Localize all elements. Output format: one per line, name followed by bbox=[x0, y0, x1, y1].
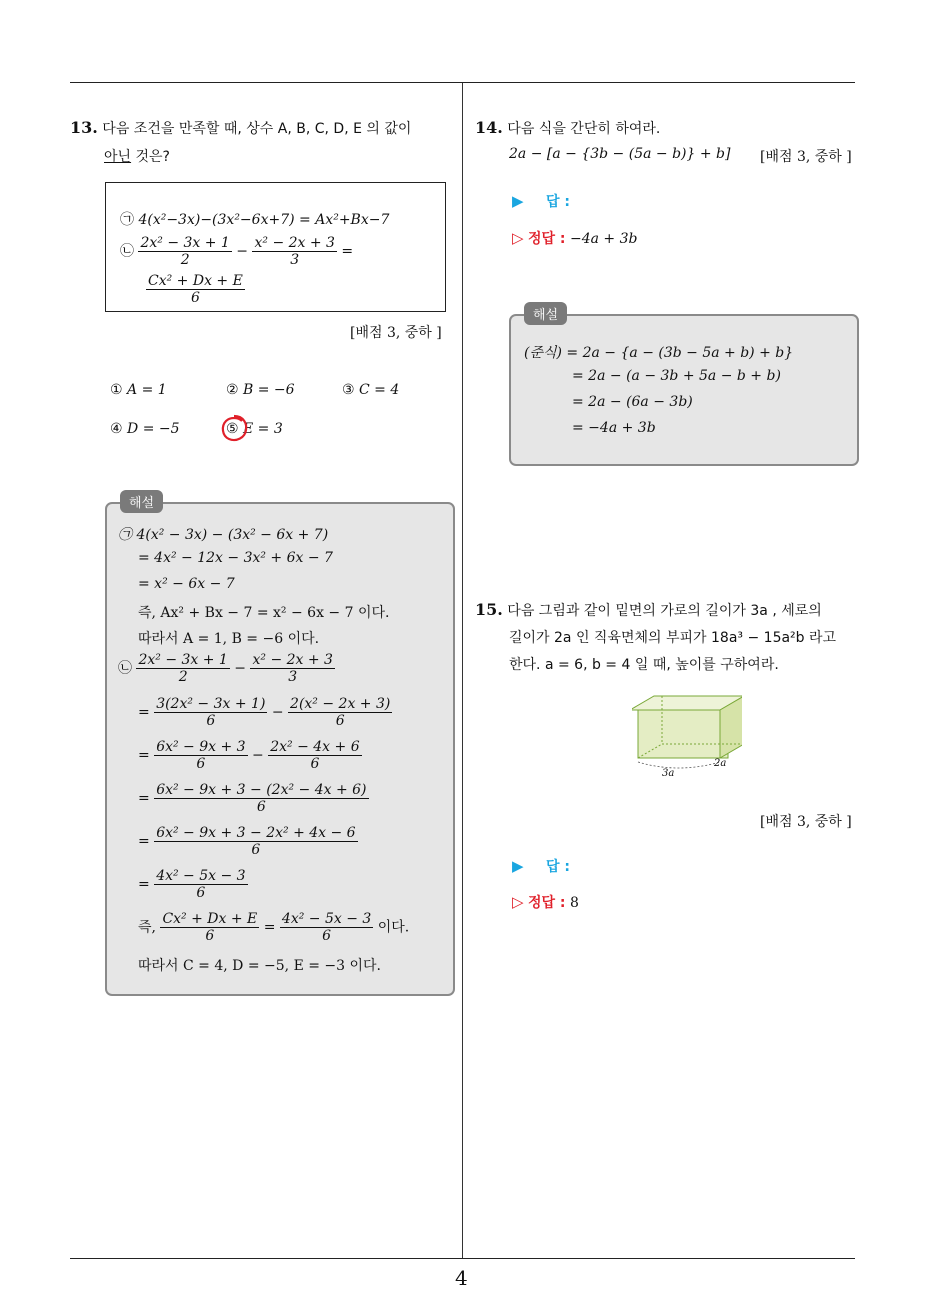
frac-numerator: Cx² + Dx + E bbox=[162, 911, 258, 927]
frac-denominator: 6 bbox=[190, 290, 200, 306]
bottom-rule bbox=[70, 1258, 855, 1259]
frac-numerator: Cx² + Dx + E bbox=[148, 273, 243, 289]
solution-tag: 해설 bbox=[120, 490, 163, 513]
q15-answer-row bbox=[512, 856, 570, 876]
frac-denominator: 6 bbox=[322, 928, 332, 944]
sol2-row-6: = $\frac{\text{4x² − 5x − 3}}{6}$ bbox=[138, 868, 246, 901]
correct-answer: −4a + 3b bbox=[569, 231, 638, 247]
question-number: 13. bbox=[70, 118, 98, 137]
sol2-row-5: = $\frac{\text{6x² − 9x + 3 − 2x² + 4x − 6}}{6}$ bbox=[138, 825, 356, 858]
q14-solution-box bbox=[509, 314, 859, 466]
frac-denominator: 6 bbox=[206, 713, 216, 729]
frac-denominator: 6 bbox=[310, 756, 320, 772]
sol-line: = 4x² − 12x − 3x² + 6x − 7 bbox=[138, 550, 333, 566]
frac-denominator: 6 bbox=[256, 799, 266, 815]
answer-circle-icon bbox=[218, 412, 250, 444]
sol2-row-7: 즉, $\frac{\text{Cx² + Dx + E}}{6}$ = $\frac{\text{4x² − 5x − 3}}{6}$ 이다. bbox=[138, 911, 410, 944]
answer-label: 답 : bbox=[546, 859, 570, 875]
sol-line: 즉, Ax² + Bx − 7 = x² − 6x − 7 이다. bbox=[138, 605, 390, 621]
question-text: 다음 조건을 만족할 때, 상수 A, B, C, D, E 의 값이 bbox=[102, 121, 412, 137]
q13-score: [배점 3, 중하 ] bbox=[350, 325, 442, 341]
frac-numerator: 6x² − 9x + 3 bbox=[156, 739, 246, 755]
frac-numerator: x² − 2x + 3 bbox=[254, 235, 335, 251]
frac-denominator: 6 bbox=[196, 756, 206, 772]
mark-nieun: ㉡ bbox=[120, 243, 134, 260]
sol-line: = x² − 6x − 7 bbox=[138, 576, 235, 592]
q14-score: [배점 3, 중하 ] bbox=[760, 149, 852, 165]
choice-text: A = 1 bbox=[127, 382, 167, 398]
sol-line: = 2a − (6a − 3b) bbox=[572, 394, 693, 410]
outline-triangle-icon: ▷ bbox=[512, 893, 524, 911]
frac-numerator: 2x² − 4x + 6 bbox=[270, 739, 360, 755]
frac-numerator: 2x² − 3x + 1 bbox=[140, 235, 230, 251]
mark-nieun: ㉡ bbox=[118, 660, 132, 677]
choice-2[interactable] bbox=[226, 382, 295, 398]
sol-line: (준식) = 2a − {a − (3b − 5a + b) + b} bbox=[524, 345, 794, 361]
play-triangle-icon: ▶ bbox=[512, 857, 524, 875]
q14-question bbox=[475, 118, 660, 138]
q15-correct-row bbox=[512, 892, 579, 912]
correct-label: 정답 : bbox=[528, 231, 566, 247]
page-number: 4 bbox=[455, 1266, 468, 1290]
question-text: 다음 그림과 같이 밑면의 가로의 길이가 3a , 세로의 bbox=[507, 603, 822, 619]
outline-triangle-icon: ▷ bbox=[512, 229, 524, 247]
answer-label: 답 : bbox=[546, 194, 570, 210]
q13-question bbox=[70, 118, 460, 138]
choice-mark: ④ bbox=[110, 421, 123, 437]
fig-label-depth: 2a bbox=[714, 758, 727, 769]
solution-tag: 해설 bbox=[524, 302, 567, 325]
question-number: 14. bbox=[475, 118, 503, 137]
correct-answer: 8 bbox=[569, 895, 579, 911]
frac-numerator: 4x² − 5x − 3 bbox=[156, 868, 246, 884]
choice-mark: ③ bbox=[342, 382, 355, 398]
frac-denominator: 2 bbox=[180, 252, 190, 268]
question-text-rest: 것은? bbox=[131, 149, 170, 165]
question-number: 15. bbox=[475, 600, 503, 619]
fig-label-width: 3a bbox=[662, 768, 675, 779]
choice-mark: ① bbox=[110, 382, 123, 398]
choice-text: D = −5 bbox=[127, 421, 180, 437]
sol-line: ㉠ 4(x² − 3x) − (3x² − 6x + 7) bbox=[118, 527, 329, 543]
choice-text: B = −6 bbox=[243, 382, 295, 398]
frac-denominator: 3 bbox=[290, 252, 300, 268]
choice-3[interactable] bbox=[342, 382, 399, 398]
sol2-row-4: = $\frac{\text{6x² − 9x + 3 − (2x² − 4x + 6)}}{6}$ bbox=[138, 782, 367, 815]
condition-box bbox=[105, 182, 446, 312]
choice-1[interactable] bbox=[110, 382, 167, 398]
choice-mark: ⑤ bbox=[226, 421, 239, 437]
frac-denominator: 3 bbox=[288, 669, 298, 685]
frac-numerator: 4x² − 5x − 3 bbox=[281, 911, 372, 927]
sol-suffix: 이다. bbox=[377, 919, 410, 936]
sol-line: = −4a + 3b bbox=[572, 420, 656, 436]
choice-text: C = 4 bbox=[359, 382, 400, 398]
sol-prefix: 즉, bbox=[138, 919, 156, 936]
choice-mark: ② bbox=[226, 382, 239, 398]
q14-expression: 2a − [a − {3b − (5a − b)} + b] bbox=[509, 146, 731, 162]
q15-score: [배점 3, 중하 ] bbox=[760, 814, 852, 830]
q15-question bbox=[475, 600, 822, 620]
frac-numerator: 2x² − 3x + 1 bbox=[138, 652, 228, 668]
condition-2 bbox=[120, 235, 353, 268]
sol2-row-3: = $\frac{\text{6x² − 9x + 3}}{6}$ − $\frac{\text{2x² − 4x + 6}}{6}$ bbox=[138, 739, 360, 772]
mark-giyeok: ㉠ bbox=[120, 212, 134, 228]
frac-denominator: 6 bbox=[196, 885, 206, 901]
correct-label: 정답 : bbox=[528, 895, 566, 911]
frac-numerator: 3(2x² − 3x + 1) bbox=[156, 696, 266, 712]
frac-numerator: 6x² − 9x + 3 − 2x² + 4x − 6 bbox=[156, 825, 356, 841]
condition-1-expr: 4(x²−3x)−(3x²−6x+7) = Ax²+Bx−7 bbox=[138, 212, 390, 228]
choice-text: E = 3 bbox=[243, 421, 283, 437]
sol2-row-1: ㉡ $\frac{\text{2x² − 3x + 1}}{2}$ − $\frac{\text{x² − 2x + 3}}{3}$ bbox=[118, 652, 333, 685]
sol2-row-2: = $\frac{\text{3(2x² − 3x + 1)}}{6}$ − $\frac{\text{2(x² − 2x + 3)}}{6}$ bbox=[138, 696, 391, 729]
q14-answer-row bbox=[512, 191, 570, 211]
frac-numerator: 2(x² − 2x + 3) bbox=[290, 696, 391, 712]
condition-2-rhs bbox=[146, 273, 245, 306]
q15-question-line3: 한다. a = 6, b = 4 일 때, 높이를 구하여라. bbox=[509, 657, 779, 673]
frac-denominator: 2 bbox=[178, 669, 188, 685]
frac-numerator: x² − 2x + 3 bbox=[252, 652, 333, 668]
underlined-word: 아닌 bbox=[104, 149, 132, 165]
column-divider bbox=[462, 83, 463, 1258]
sol-line: 따라서 A = 1, B = −6 이다. bbox=[138, 631, 320, 647]
sol2-final: 따라서 C = 4, D = −5, E = −3 이다. bbox=[138, 958, 382, 974]
q13-question-line2 bbox=[104, 146, 170, 166]
equals-sign: = bbox=[341, 243, 354, 260]
choice-4[interactable] bbox=[110, 421, 180, 437]
frac-denominator: 6 bbox=[251, 842, 261, 858]
frac-denominator: 6 bbox=[335, 713, 345, 729]
q14-correct-row bbox=[512, 228, 637, 248]
sol-line: = 2a − (a − 3b + 5a − b + b) bbox=[572, 368, 781, 384]
play-triangle-icon: ▶ bbox=[512, 192, 524, 210]
q15-question-line2: 길이가 2a 인 직육면체의 부피가 18a³ − 15a²b 라고 bbox=[509, 630, 837, 646]
condition-1 bbox=[120, 209, 389, 229]
frac-numerator: 6x² − 9x + 3 − (2x² − 4x + 6) bbox=[156, 782, 367, 798]
minus-sign: − bbox=[236, 243, 249, 260]
frac-denominator: 6 bbox=[205, 928, 215, 944]
question-text: 다음 식을 간단히 하여라. bbox=[507, 121, 661, 137]
